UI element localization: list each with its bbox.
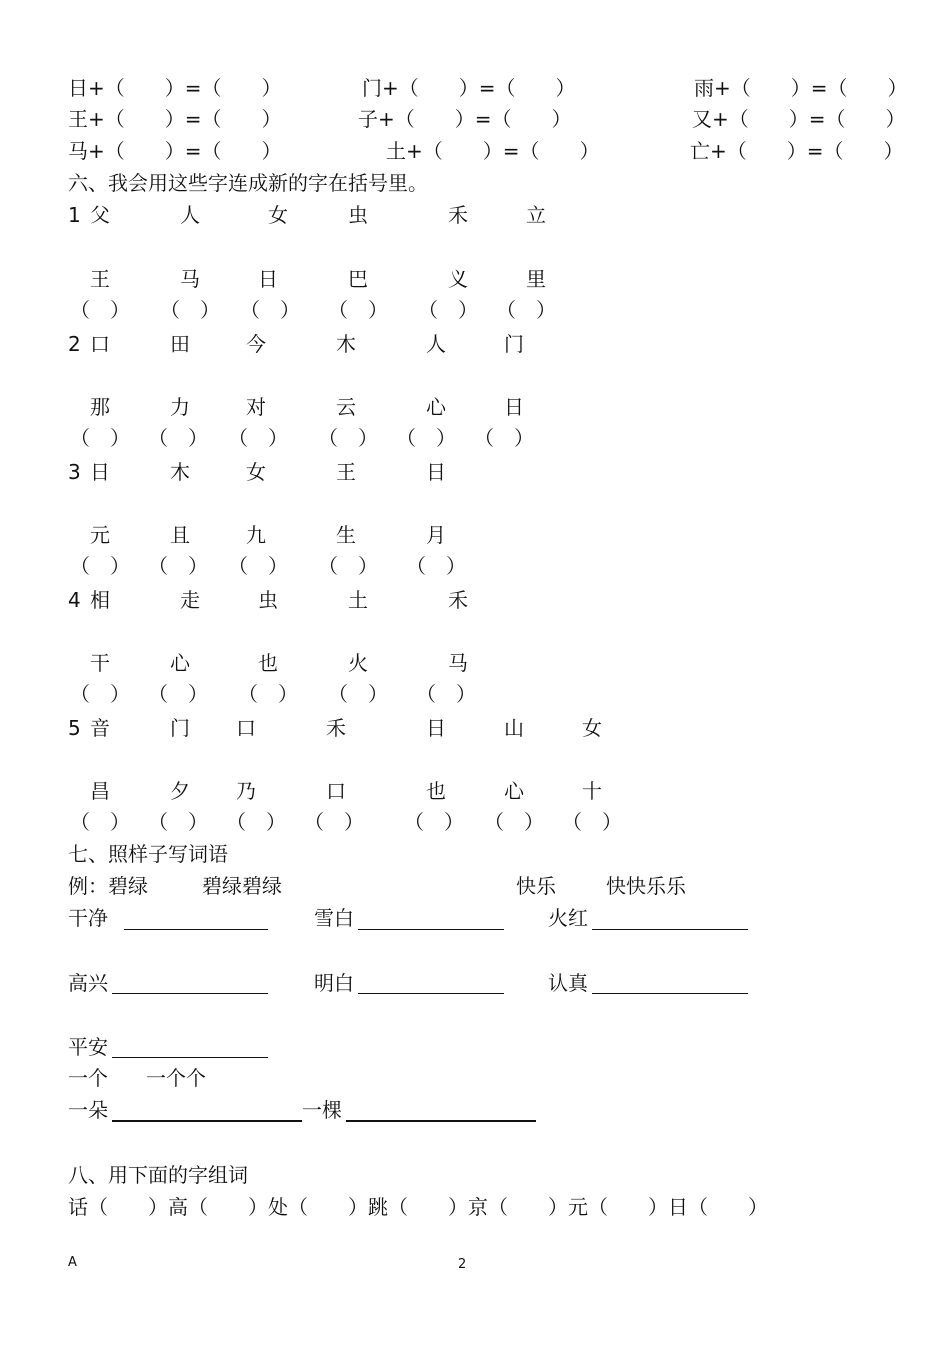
g3-number: 3	[68, 460, 81, 484]
measure-example: 一个	[68, 1066, 108, 1090]
word-label: 平安	[68, 1035, 108, 1059]
answer-line[interactable]	[592, 993, 748, 994]
answer-line[interactable]	[358, 993, 504, 994]
s5-row2-col2: 子+（ ）=（ ）	[358, 107, 572, 131]
g2-answer-blank[interactable]: （ ）	[70, 426, 130, 450]
g1-top-char: 虫	[348, 203, 368, 227]
answer-line[interactable]	[358, 929, 504, 930]
section8-title: 八、用下面的字组词	[68, 1163, 248, 1187]
g2-bottom-char: 对	[246, 395, 266, 419]
g5-answer-blank[interactable]: （ ）	[484, 810, 544, 834]
g4-top-char: 禾	[448, 588, 468, 612]
section6-title: 六、我会用这些字连成新的字在括号里。	[68, 171, 428, 195]
g3-top-char: 日	[90, 460, 110, 484]
g1-answer-blank[interactable]: （ ）	[328, 298, 388, 322]
answer-line[interactable]	[346, 1120, 536, 1122]
g3-answer-blank[interactable]: （ ）	[70, 554, 130, 578]
section8-words: 话（ ）高（ ）处（ ）跳（ ）京（ ）元（ ）日（ ）	[68, 1195, 768, 1219]
page-number: 2	[458, 1257, 467, 1272]
g3-top-char: 日	[426, 460, 446, 484]
g2-answer-blank[interactable]: （ ）	[474, 426, 534, 450]
s5-row3-col2: 土+（ ）=（ ）	[386, 139, 600, 163]
word-label: 高兴	[68, 971, 108, 995]
g5-bottom-char: 也	[426, 779, 446, 803]
answer-line[interactable]	[112, 1120, 302, 1122]
g3-answer-blank[interactable]: （ ）	[406, 554, 466, 578]
g5-bottom-char: 昌	[90, 779, 110, 803]
g4-answer-blank[interactable]: （ ）	[148, 682, 208, 706]
g4-number: 4	[68, 588, 81, 612]
measure-example-answer: 一个个	[146, 1066, 206, 1090]
g2-bottom-char: 云	[336, 395, 356, 419]
g1-answer-blank[interactable]: （ ）	[160, 298, 220, 322]
g5-top-char: 口	[236, 716, 256, 740]
answer-line[interactable]	[124, 929, 268, 930]
word-label: 干净	[68, 906, 108, 930]
footer-mark: A	[68, 1255, 77, 1270]
g2-top-char: 门	[504, 332, 524, 356]
g1-answer-blank[interactable]: （ ）	[70, 298, 130, 322]
g3-answer-blank[interactable]: （ ）	[318, 554, 378, 578]
example2-answer: 快快乐乐	[606, 874, 686, 898]
g3-top-char: 木	[170, 460, 190, 484]
section7-title: 七、照样子写词语	[68, 842, 228, 866]
s5-row1-col2: 门+（ ）=（ ）	[362, 76, 576, 100]
g1-top-char: 人	[180, 203, 200, 227]
g5-answer-blank[interactable]: （ ）	[404, 810, 464, 834]
g2-top-char: 木	[336, 332, 356, 356]
g5-top-char: 女	[582, 716, 602, 740]
measure-word: 一朵	[68, 1098, 108, 1122]
g3-top-char: 王	[336, 460, 356, 484]
g1-top-char: 父	[90, 203, 110, 227]
g5-top-char: 禾	[326, 716, 346, 740]
g3-answer-blank[interactable]: （ ）	[228, 554, 288, 578]
g2-top-char: 田	[170, 332, 190, 356]
g3-bottom-char: 月	[426, 523, 446, 547]
g4-answer-blank[interactable]: （ ）	[238, 682, 298, 706]
g1-top-char: 立	[526, 203, 546, 227]
word-label: 认真	[548, 971, 588, 995]
s5-row3-col3: 亡+（ ）=（ ）	[690, 139, 904, 163]
g3-bottom-char: 且	[170, 523, 190, 547]
g1-bottom-char: 马	[180, 267, 200, 291]
measure-word: 一棵	[302, 1098, 342, 1122]
g2-number: 2	[68, 332, 81, 356]
g4-top-char: 虫	[258, 588, 278, 612]
example-word: 例：碧绿	[68, 874, 148, 898]
g3-bottom-char: 九	[246, 523, 266, 547]
g5-answer-blank[interactable]: （ ）	[304, 810, 364, 834]
g1-answer-blank[interactable]: （ ）	[240, 298, 300, 322]
g4-answer-blank[interactable]: （ ）	[70, 682, 130, 706]
g2-bottom-char: 日	[504, 395, 524, 419]
g4-top-char: 相	[90, 588, 110, 612]
g5-answer-blank[interactable]: （ ）	[70, 810, 130, 834]
g4-top-char: 土	[348, 588, 368, 612]
answer-line[interactable]	[112, 1057, 268, 1058]
g3-top-char: 女	[246, 460, 266, 484]
g5-answer-blank[interactable]: （ ）	[226, 810, 286, 834]
g4-bottom-char: 心	[170, 651, 190, 675]
g3-bottom-char: 元	[90, 523, 110, 547]
g2-bottom-char: 心	[426, 395, 446, 419]
g5-top-char: 门	[170, 716, 190, 740]
g1-bottom-char: 里	[526, 267, 546, 291]
s5-row3-col1: 马+（ ）=（ ）	[68, 139, 282, 163]
g5-bottom-char: 夕	[170, 779, 190, 803]
g4-bottom-char: 马	[448, 651, 468, 675]
word-label: 火红	[548, 906, 588, 930]
s5-row2-col1: 王+（ ）=（ ）	[68, 107, 282, 131]
g1-answer-blank[interactable]: （ ）	[496, 298, 556, 322]
g5-bottom-char: 口	[326, 779, 346, 803]
answer-line[interactable]	[592, 929, 748, 930]
example2-word: 快乐	[516, 874, 556, 898]
word-label: 雪白	[314, 906, 354, 930]
g5-top-char: 山	[504, 716, 524, 740]
g4-bottom-char: 火	[348, 651, 368, 675]
word-label: 明白	[314, 971, 354, 995]
s5-row2-col3: 又+（ ）=（ ）	[692, 107, 906, 131]
g1-top-char: 禾	[448, 203, 468, 227]
g2-answer-blank[interactable]: （ ）	[318, 426, 378, 450]
g5-top-char: 音	[90, 716, 110, 740]
g4-answer-blank[interactable]: （ ）	[416, 682, 476, 706]
g5-top-char: 日	[426, 716, 446, 740]
g5-answer-blank[interactable]: （ ）	[562, 810, 622, 834]
s5-row1-col3: 雨+（ ）=（ ）	[694, 76, 908, 100]
s5-row1-col1: 日+（ ）=（ ）	[68, 76, 282, 100]
g2-top-char: 人	[426, 332, 446, 356]
g1-bottom-char: 巴	[348, 267, 368, 291]
g2-answer-blank[interactable]: （ ）	[228, 426, 288, 450]
g1-number: 1	[68, 203, 81, 227]
g5-bottom-char: 心	[504, 779, 524, 803]
g2-bottom-char: 那	[90, 395, 110, 419]
g1-top-char: 女	[268, 203, 288, 227]
example-answer: 碧绿碧绿	[202, 874, 282, 898]
g4-answer-blank[interactable]: （ ）	[328, 682, 388, 706]
g5-number: 5	[68, 716, 81, 740]
g4-bottom-char: 也	[258, 651, 278, 675]
g2-top-char: 口	[90, 332, 110, 356]
g2-top-char: 今	[246, 332, 266, 356]
g4-top-char: 走	[180, 588, 200, 612]
g5-bottom-char: 乃	[236, 779, 256, 803]
g2-answer-blank[interactable]: （ ）	[148, 426, 208, 450]
g1-answer-blank[interactable]: （ ）	[418, 298, 478, 322]
g3-answer-blank[interactable]: （ ）	[148, 554, 208, 578]
g5-answer-blank[interactable]: （ ）	[148, 810, 208, 834]
g4-bottom-char: 干	[90, 651, 110, 675]
g1-bottom-char: 义	[448, 267, 468, 291]
g3-bottom-char: 生	[336, 523, 356, 547]
g5-bottom-char: 十	[582, 779, 602, 803]
g1-bottom-char: 王	[90, 267, 110, 291]
g2-answer-blank[interactable]: （ ）	[396, 426, 456, 450]
g1-bottom-char: 日	[258, 267, 278, 291]
answer-line[interactable]	[112, 993, 268, 994]
g2-bottom-char: 力	[170, 395, 190, 419]
